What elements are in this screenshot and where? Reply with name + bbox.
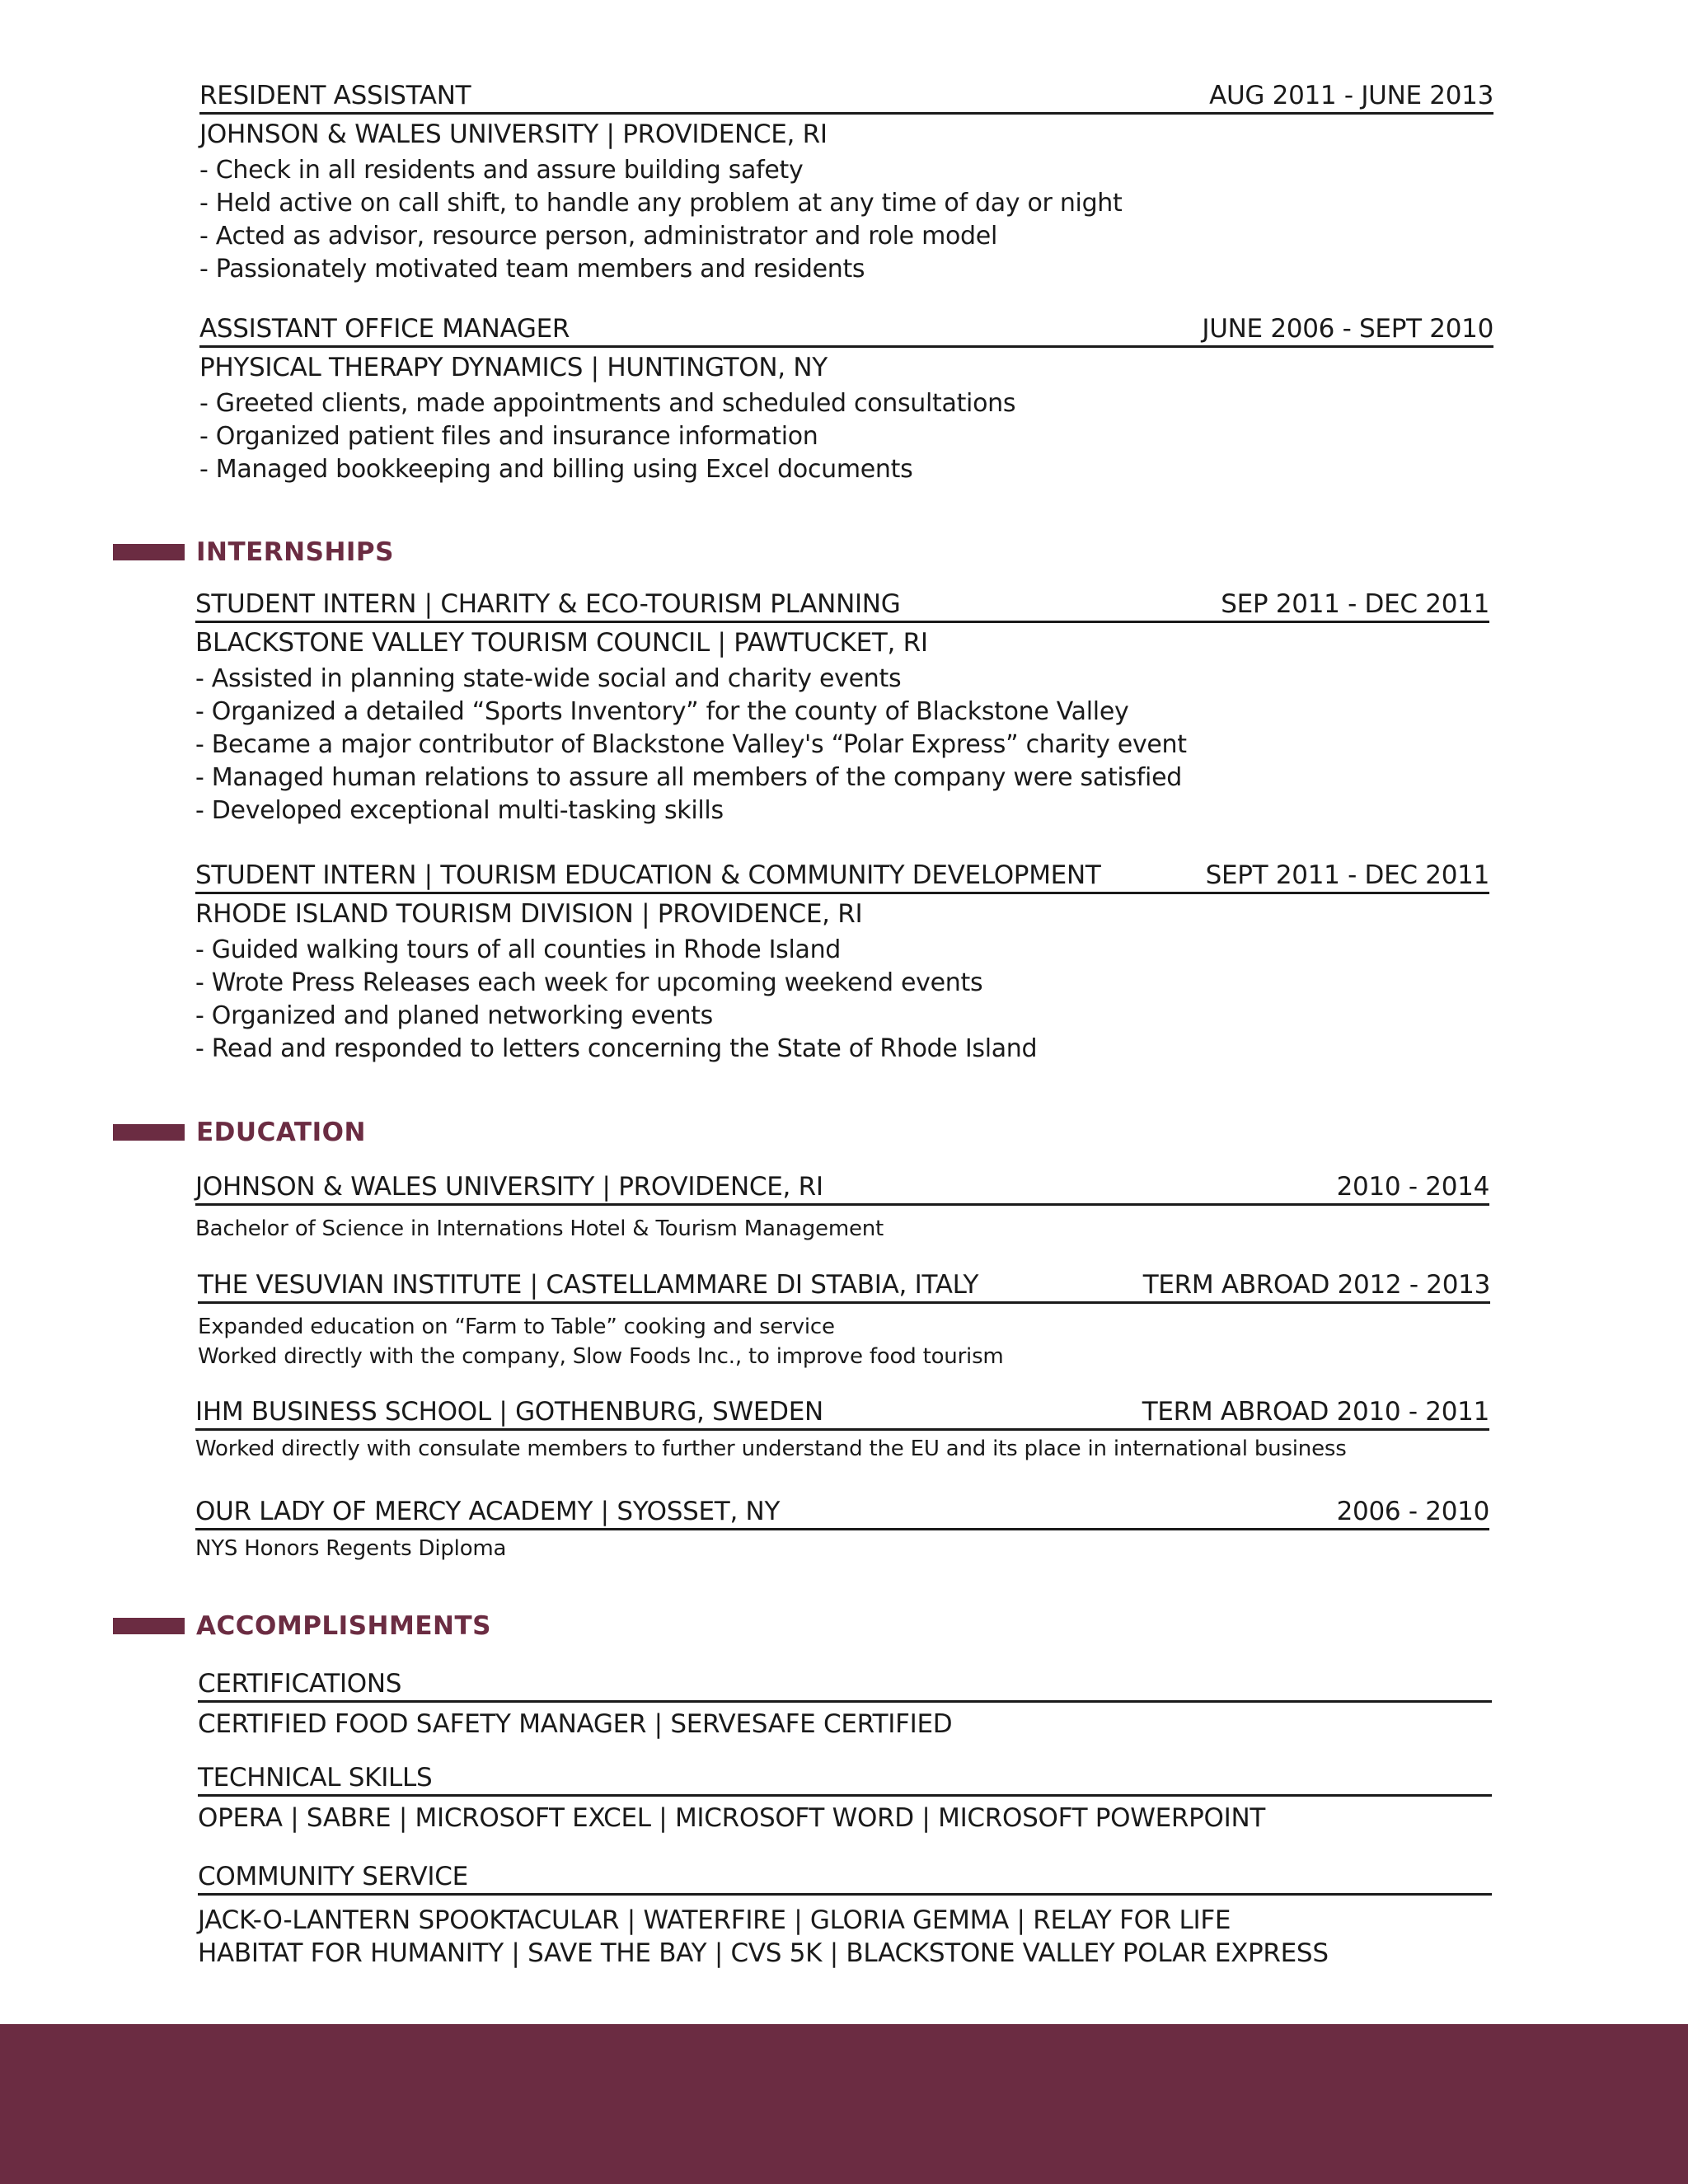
experience-entry bbox=[199, 81, 1493, 286]
group-header bbox=[198, 1862, 1492, 1896]
school-detail: NYS Honors Regents Diploma bbox=[195, 1536, 507, 1561]
bullet-item: - Guided walking tours of all counties in Rhode Island bbox=[195, 935, 842, 964]
education-entry bbox=[198, 1270, 1490, 1371]
education-entry bbox=[195, 1397, 1489, 1465]
school-name: JOHNSON & WALES UNIVERSITY | PROVIDENCE, RI bbox=[195, 1172, 823, 1202]
bullet-item: - Managed bookkeeping and billing using Excel documents bbox=[199, 455, 913, 484]
school-detail: Bachelor of Science in Internations Hotel & Tourism Management bbox=[195, 1216, 884, 1241]
section-heading-education bbox=[113, 1118, 366, 1147]
school-name: OUR LADY OF MERCY ACADEMY | SYOSSET, NY bbox=[195, 1497, 781, 1526]
bullet-item: - Read and responded to letters concerning the State of Rhode Island bbox=[195, 1034, 1038, 1063]
internship-dates: SEPT 2011 - DEC 2011 bbox=[1205, 860, 1489, 890]
group-line: HABITAT FOR HUMANITY | SAVE THE BAY | CVS 5K | BLACKSTONE VALLEY POLAR EXPRESS bbox=[198, 1938, 1329, 1968]
bullet-item: - Greeted clients, made appointments and scheduled consultations bbox=[199, 389, 1016, 418]
accomplishment-group bbox=[198, 1763, 1492, 1835]
group-heading: CERTIFICATIONS bbox=[198, 1669, 402, 1699]
internship-entry bbox=[195, 589, 1489, 827]
school-dates: 2006 - 2010 bbox=[1336, 1497, 1489, 1526]
internship-title: STUDENT INTERN | CHARITY & ECO-TOURISM PLANNING bbox=[195, 589, 901, 619]
section-heading-internships bbox=[113, 537, 394, 567]
section-title: ACCOMPLISHMENTS bbox=[196, 1611, 491, 1641]
entry-header bbox=[195, 1497, 1489, 1530]
school-dates: 2010 - 2014 bbox=[1336, 1172, 1489, 1202]
entry-header bbox=[195, 1172, 1489, 1206]
bullet-item: - Organized patient files and insurance information bbox=[199, 422, 818, 451]
group-heading: TECHNICAL SKILLS bbox=[198, 1763, 433, 1793]
internship-organization: RHODE ISLAND TOURISM DIVISION | PROVIDENCE, RI bbox=[195, 899, 863, 929]
accomplishment-group bbox=[198, 1669, 1492, 1741]
group-line: OPERA | SABRE | MICROSOFT EXCEL | MICROSOFT WORD | MICROSOFT POWERPOINT bbox=[198, 1803, 1265, 1833]
school-dates: TERM ABROAD 2012 - 2013 bbox=[1142, 1270, 1490, 1300]
entry-header bbox=[198, 1270, 1490, 1304]
group-header bbox=[198, 1763, 1492, 1797]
section-bar bbox=[113, 1124, 185, 1141]
group-line: CERTIFIED FOOD SAFETY MANAGER | SERVESAFE CERTIFIED bbox=[198, 1709, 953, 1739]
entry-header bbox=[195, 1397, 1489, 1431]
school-detail bbox=[198, 1312, 1490, 1371]
bullet-item: - Passionately motivated team members and residents bbox=[199, 255, 865, 284]
accomplishment-group bbox=[198, 1862, 1492, 1970]
school-name: IHM BUSINESS SCHOOL | GOTHENBURG, SWEDEN bbox=[195, 1397, 823, 1427]
job-organization: PHYSICAL THERAPY DYNAMICS | HUNTINGTON, NY bbox=[199, 353, 828, 382]
internship-entry bbox=[195, 860, 1489, 1066]
internship-dates: SEP 2011 - DEC 2011 bbox=[1221, 589, 1489, 619]
job-title: RESIDENT ASSISTANT bbox=[199, 81, 471, 110]
job-bullets bbox=[199, 154, 1493, 286]
job-organization: JOHNSON & WALES UNIVERSITY | PROVIDENCE, RI bbox=[199, 120, 828, 149]
section-title: INTERNSHIPS bbox=[196, 537, 394, 567]
detail-line: Worked directly with the company, Slow Foods Inc., to improve food tourism bbox=[198, 1344, 1004, 1369]
footer-band bbox=[0, 2024, 1688, 2184]
group-header bbox=[198, 1669, 1492, 1703]
bullet-item: - Became a major contributor of Blackstone Valley's “Polar Express” charity event bbox=[195, 730, 1187, 759]
internship-bullets bbox=[195, 934, 1489, 1066]
school-name: THE VESUVIAN INSTITUTE | CASTELLAMMARE DI STABIA, ITALY bbox=[198, 1270, 979, 1300]
internship-organization: BLACKSTONE VALLEY TOURISM COUNCIL | PAWTUCKET, RI bbox=[195, 628, 928, 658]
bullet-item: - Acted as advisor, resource person, administrator and role model bbox=[199, 222, 997, 251]
section-bar bbox=[113, 544, 185, 560]
bullet-item: - Wrote Press Releases each week for upcoming weekend events bbox=[195, 968, 983, 997]
bullet-item: - Check in all residents and assure building safety bbox=[199, 156, 804, 185]
job-bullets bbox=[199, 387, 1493, 486]
detail-line: Expanded education on “Farm to Table” cooking and service bbox=[198, 1315, 835, 1339]
group-line: JACK-O-LANTERN SPOOKTACULAR | WATERFIRE | GLORIA GEMMA | RELAY FOR LIFE bbox=[198, 1905, 1231, 1935]
bullet-item: - Developed exceptional multi-tasking skills bbox=[195, 796, 724, 825]
experience-entry bbox=[199, 314, 1493, 486]
job-dates: JUNE 2006 - SEPT 2010 bbox=[1202, 314, 1493, 344]
entry-header bbox=[199, 81, 1493, 115]
internship-bullets bbox=[195, 663, 1489, 827]
section-bar bbox=[113, 1618, 185, 1634]
section-title: EDUCATION bbox=[196, 1118, 366, 1147]
job-dates: AUG 2011 - JUNE 2013 bbox=[1209, 81, 1493, 110]
group-heading: COMMUNITY SERVICE bbox=[198, 1862, 468, 1891]
bullet-item: - Assisted in planning state-wide social and charity events bbox=[195, 664, 902, 693]
bullet-item: - Organized and planed networking events bbox=[195, 1001, 713, 1030]
bullet-item: - Managed human relations to assure all members of the company were satisfied bbox=[195, 763, 1182, 792]
internship-title: STUDENT INTERN | TOURISM EDUCATION & COMMUNITY DEVELOPMENT bbox=[195, 860, 1101, 890]
entry-header bbox=[199, 314, 1493, 348]
job-title: ASSISTANT OFFICE MANAGER bbox=[199, 314, 570, 344]
bullet-item: - Organized a detailed “Sports Inventory” for the county of Blackstone Valley bbox=[195, 697, 1129, 726]
entry-header bbox=[195, 589, 1489, 623]
school-dates: TERM ABROAD 2010 - 2011 bbox=[1142, 1397, 1489, 1427]
bullet-item: - Held active on call shift, to handle any problem at any time of day or night bbox=[199, 189, 1123, 218]
education-entry bbox=[195, 1172, 1489, 1244]
section-heading-accomplishments bbox=[113, 1611, 491, 1641]
school-detail: Worked directly with consulate members to further understand the EU and its place in international business bbox=[195, 1436, 1347, 1461]
education-entry bbox=[195, 1497, 1489, 1564]
entry-header bbox=[195, 860, 1489, 894]
